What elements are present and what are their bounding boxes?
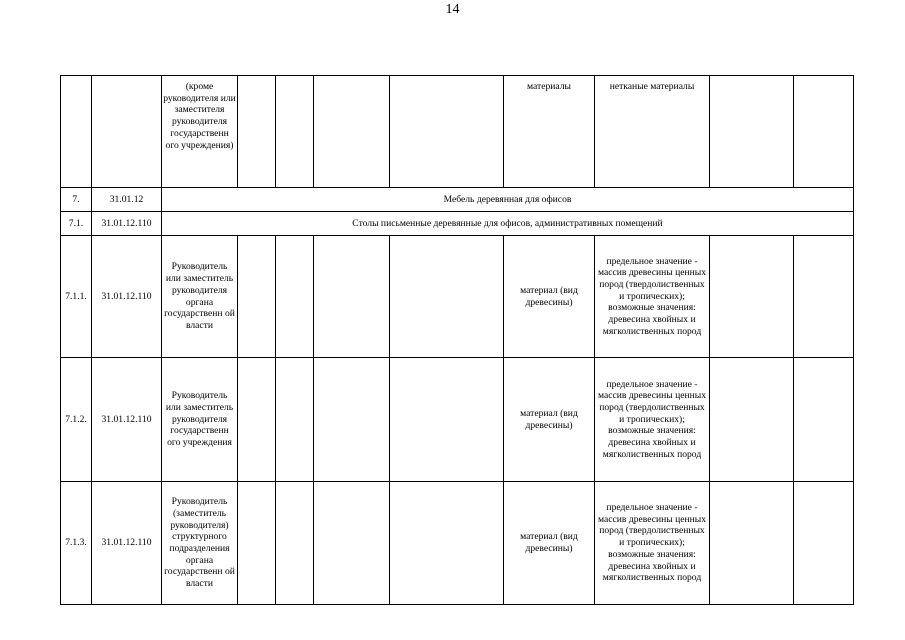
position-cell: Руководитель или заместитель руководителя органа государственн ой власти (162, 236, 238, 358)
position-cell: (кроме руководителя или заместителя руководителя государственн ого учреждения) (162, 76, 238, 188)
empty-cell (794, 76, 854, 188)
table-row-item (61, 236, 854, 358)
empty-cell (238, 76, 276, 188)
empty-cell (276, 76, 314, 188)
table-row-item (61, 358, 854, 482)
characteristic-cell: материал (вид древесины) (504, 482, 595, 605)
row-number-cell: 7.1.3. (61, 482, 92, 605)
empty-cell (710, 76, 794, 188)
okpd-code-cell: 31.01.12.110 (92, 358, 162, 482)
position-cell: Руководитель (заместитель руководителя) структурного подразделения органа государственн ой власти (162, 482, 238, 605)
empty-cell (314, 76, 390, 188)
group-title-cell: Столы письменные деревянные для офисов, административных помещений (162, 212, 854, 236)
empty-cell (238, 236, 276, 358)
value-cell: предельное значение - массив древесины ценных пород (твердолиственных и тропических); возможные значения: древесина хвойных и мягколиственных пород (595, 358, 710, 482)
empty-cell (710, 358, 794, 482)
value-cell: предельное значение - массив древесины ценных пород (твердолиственных и тропических); возможные значения: древесина хвойных и мягколиственных пород (595, 236, 710, 358)
empty-cell (314, 358, 390, 482)
okpd-code-cell (92, 76, 162, 188)
empty-cell (276, 482, 314, 605)
empty-cell (390, 76, 504, 188)
row-number-cell: 7. (61, 188, 92, 212)
okpd-code-cell: 31.01.12.110 (92, 212, 162, 236)
table-row-group (61, 188, 854, 212)
empty-cell (314, 482, 390, 605)
okpd-code-cell: 31.01.12.110 (92, 482, 162, 605)
value-cell: предельное значение - массив древесины ценных пород (твердолиственных и тропических); возможные значения: древесина хвойных и мягколиственных пород (595, 482, 710, 605)
empty-cell (276, 236, 314, 358)
row-number-cell (61, 76, 92, 188)
group-title-cell: Мебель деревянная для офисов (162, 188, 854, 212)
table-row-item (61, 482, 854, 605)
empty-cell (390, 358, 504, 482)
requirements-table (60, 75, 854, 605)
empty-cell (238, 482, 276, 605)
characteristic-cell: материал (вид древесины) (504, 358, 595, 482)
table-row-continuation (61, 76, 854, 188)
empty-cell (390, 482, 504, 605)
empty-cell (794, 358, 854, 482)
empty-cell (794, 236, 854, 358)
empty-cell (710, 236, 794, 358)
empty-cell (238, 358, 276, 482)
empty-cell (276, 358, 314, 482)
okpd-code-cell: 31.01.12.110 (92, 236, 162, 358)
characteristic-cell: материал (вид древесины) (504, 236, 595, 358)
empty-cell (314, 236, 390, 358)
value-cell: нетканые материалы (595, 76, 710, 188)
position-cell: Руководитель или заместитель руководителя государственн ого учреждения (162, 358, 238, 482)
characteristic-cell: материалы (504, 76, 595, 188)
empty-cell (390, 236, 504, 358)
page-number: 14 (445, 2, 460, 17)
okpd-code-cell: 31.01.12 (92, 188, 162, 212)
row-number-cell: 7.1. (61, 212, 92, 236)
table-row-group (61, 212, 854, 236)
empty-cell (794, 482, 854, 605)
empty-cell (710, 482, 794, 605)
row-number-cell: 7.1.2. (61, 358, 92, 482)
row-number-cell: 7.1.1. (61, 236, 92, 358)
